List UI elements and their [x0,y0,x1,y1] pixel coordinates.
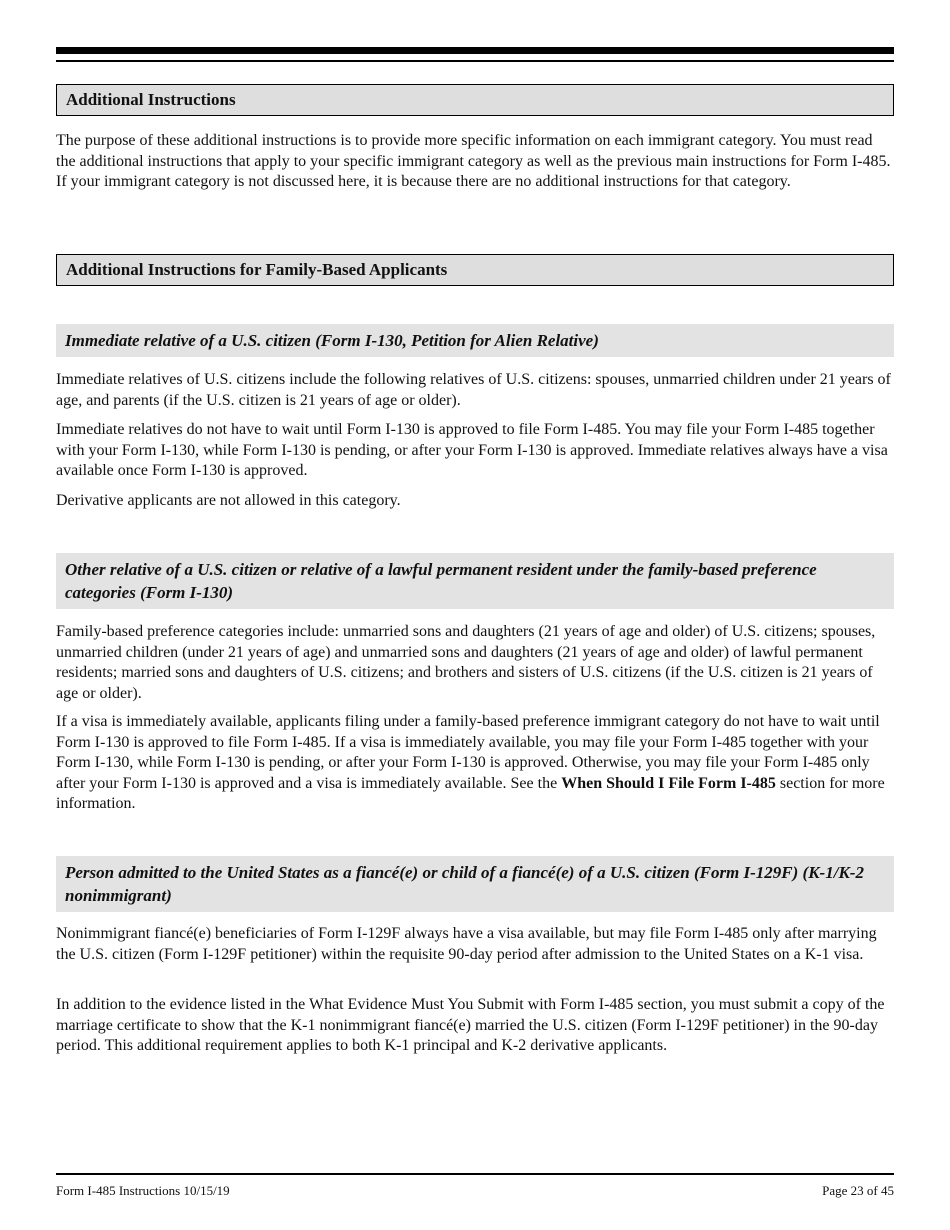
other-relative-paragraph-2-text: If a visa is immediately available, applicants filing under a family-based preference immigrant category do not have to wait until Form I-130 is approved to file Form I-485. If a visa is immediately available, you may file your Form I-485 together with your Form I-130, while Form I-130 is pending, or after your Form I-130 is approved. Otherwise, you may file your Form I-485 only after your Form I-130 is approved and a visa is immediately available. See the [56,713,880,792]
immediate-relative-paragraph-3: Derivative applicants are not allowed in this category. [56,492,401,509]
fiance-paragraph-2: In addition to the evidence listed in the What Evidence Must You Submit with Form I-485 section, you must submit a copy of the marriage certificate to show that the K-1 nonimmigrant fiancé(e) married the U.S. citizen (Form I-129F petitioner) in the 90-day period. This additional requirement applies to both K-1 principal and K-2 derivative applicants. [56,996,885,1054]
other-relative-heading: Other relative of a U.S. citizen or relative of a lawful permanent resident under the family-based preference categories (Form I-130) [56,553,894,609]
header-rule-thin [56,60,894,62]
fiance-heading: Person admitted to the United States as a fiancé(e) or child of a fiancé(e) of a U.S. citizen (Form I-129F) (K-1/K-2 nonimmigrant) [56,856,894,912]
other-relative-paragraph-2-end: section for more information. [56,774,885,812]
family-based-heading: Additional Instructions for Family-Based Applicants [56,254,894,286]
header-rule-thick [56,47,894,54]
immediate-relative-paragraph-1: Immediate relatives of U.S. citizens include the following relatives of U.S. citizens: spouses, unmarried children under 21 years of age, and parents (if the U.S. citizen is 21 years of age or older). [56,371,891,409]
other-relative-paragraph-1: Family-based preference categories include: unmarried sons and daughters (21 years of age and older) of U.S. citizens; spouses, unmarried children (under 21 years of age) and unmarried sons and daughters (21 years of age and older) of lawful permanent residents; married sons and daughters of U.S. citizens; and brothers and sisters of U.S. citizens (if the U.S. citizen is 21 years of age or older). [56,623,876,702]
additional-instructions-paragraph: The purpose of these additional instructions is to provide more specific information on each immigrant category. You must read the additional instructions that apply to your specific immigrant category as well as the previous main instructions for Form I-485. If your immigrant category is not discussed here, it is because there are no additional instructions for that category. [56,132,891,190]
footer-page-number: Page 23 of 45 [822,1183,894,1198]
footer-rule [56,1173,894,1175]
immediate-relative-paragraph-2: Immediate relatives do not have to wait until Form I-130 is approved to file Form I-485. You may file your Form I-485 together with your Form I-130, while Form I-130 is pending, or after your Form I-130 is approved. Immediate relatives always have a visa available once Form I-130 is approved. [56,421,888,479]
when-should-i-file-reference: When Should I File Form I-485 [561,774,776,792]
additional-instructions-heading: Additional Instructions [56,84,894,116]
immediate-relative-heading: Immediate relative of a U.S. citizen (Form I-130, Petition for Alien Relative) [56,324,894,357]
fiance-paragraph-1: Nonimmigrant fiancé(e) beneficiaries of Form I-129F always have a visa available, but may file Form I-485 only after marrying the U.S. citizen (Form I-129F petitioner) within the requisite 90-day period after admission to the United States on a K-1 visa. [56,925,877,963]
footer-form-name: Form I-485 Instructions 10/15/19 [56,1183,230,1198]
other-relative-paragraph-2 [56,712,896,815]
